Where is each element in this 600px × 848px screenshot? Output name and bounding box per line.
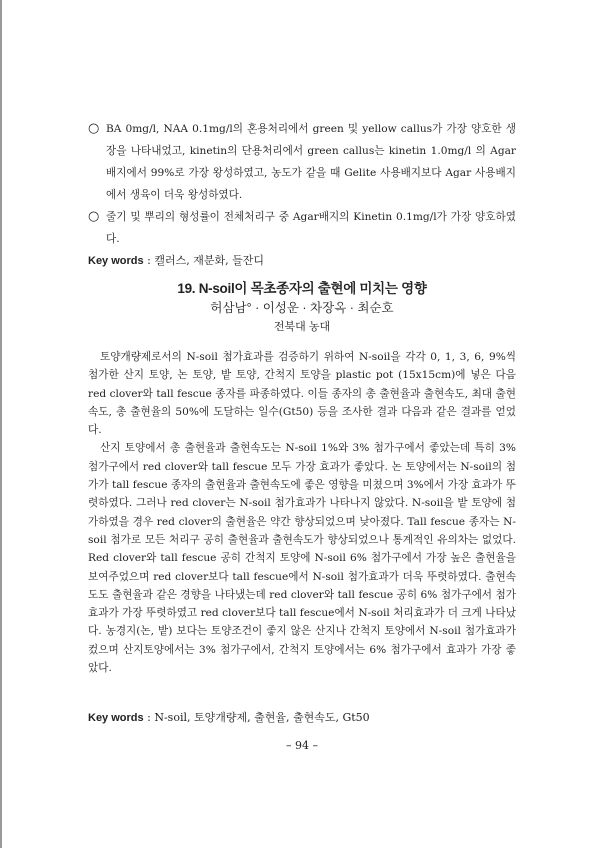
previous-abstract-summary: [88, 118, 516, 271]
article-title: 19. N-soil이 목초종자의 출현에 미치는 영향: [177, 281, 427, 296]
article-affiliation: 전북대 농대: [273, 321, 331, 333]
keywords-text: : N-soil, 토양개량제, 출현율, 출현속도, Gt50: [143, 711, 370, 724]
body-paragraph: 토양개량제로서의 N-soil 첨가효과를 검증하기 위하여 N-soil을 각각 0, 1, 3, 6, 9%씩 첨가한 산지 토양, 논 토양, 밭 토양, 간척지 토양을 plastic pot (15x15cm)에 넣은 다음 red clover와 tall fescue 종자를 파종하였다. 이들 종자의 총 출현율과 출현속도, 최대 출현속도, 총 출현율의 50%에 도달하는 일수(Gt50) 등을 조사한 결과 다음과 같은 결과를 얻었다.: [88, 351, 516, 437]
page-number: – 94 –: [286, 739, 318, 752]
keywords-line: [88, 251, 516, 271]
circle-bullet-icon: ○: [88, 121, 100, 136]
keywords-label: Key words: [88, 712, 144, 724]
circle-bullet-icon: ○: [88, 209, 100, 224]
article-keywords-line: [88, 708, 516, 728]
summary-bullet: [88, 118, 516, 206]
summary-bullet: [88, 206, 516, 250]
article-body: [88, 348, 516, 677]
body-paragraph: 산지 토양에서 총 출현율과 출현속도는 N-soil 1%와 3% 첨가구에서 좋았는데 특히 3% 첨가구에서 red clover와 tall fescue 모두 가장 효과가 좋았다. 논 토양에서는 N-soil의 첨가가 tall fescue 종자의 출현율과 출현속도에 좋은 영향을 미쳤으며 3%에서 가장 효과가 뚜렷하였다. 그러나 red clover는 N-soil 첨가효과가 나타나지 않았다. N-soil을 밭 토양에 첨가하였을 경우 red clover의 출현율은 약간 향상되었으며 낮아졌다. Tall fescue 종자는 N-soil 첨가로 모든 처리구 공히 출현율과 출현속도가 향상되었으나 통계적인 유의차는 없었다. Red clover와 tall fescue 공히 간척지 토양에 N-soil 6% 첨가구에서 가장 높은 출현율을 보여주었으며 red clover보다 tall fescue에서 N-soil 첨가효과가 더욱 뚜렷하였다. 출현속도도 출현율과 같은 경향을 나타냈는데 red clover와 tall fescue 공히 6% 첨가구에서 첨가효과가 가장 뚜렷하였고 red clover보다 tall fescue에서 N-soil 처리효과가 더 크게 나타났다. 농경지(논, 밭) 보다는 토양조건이 좋지 않은 산지나 간척지 토양에서 N-soil 첨가효과가 컸으며 산지토양에서는 3% 첨가구에서, 간척지 토양에서는 6% 첨가구에서 효과가 가장 좋았다.: [88, 442, 516, 675]
summary-bullet-text: BA 0mg/l, NAA 0.1mg/l의 혼용처리에서 green 및 yellow callus가 가장 양호한 생장을 나타내었고, kinetin의 단용처리에서 green callus는 kinetin 1.0mg/l 의 Agar배지에서 99%로 가장 왕성하였고, 농도가 같을 때 Gelite 사용배지보다 Agar 사용배지에서 생육이 더욱 왕성하였다.: [106, 123, 516, 201]
summary-bullet-text: 줄기 및 뿌리의 형성률이 전체처리구 중 Agar배지의 Kinetin 0.1mg/l가 가장 양호하였다.: [106, 211, 516, 245]
keywords-text: : 캘러스, 재분화, 들잔디: [143, 254, 264, 267]
article-authors: 허삼남° · 이성운 · 차장옥 · 최순호: [210, 301, 394, 315]
keywords-label: Key words: [88, 255, 144, 267]
